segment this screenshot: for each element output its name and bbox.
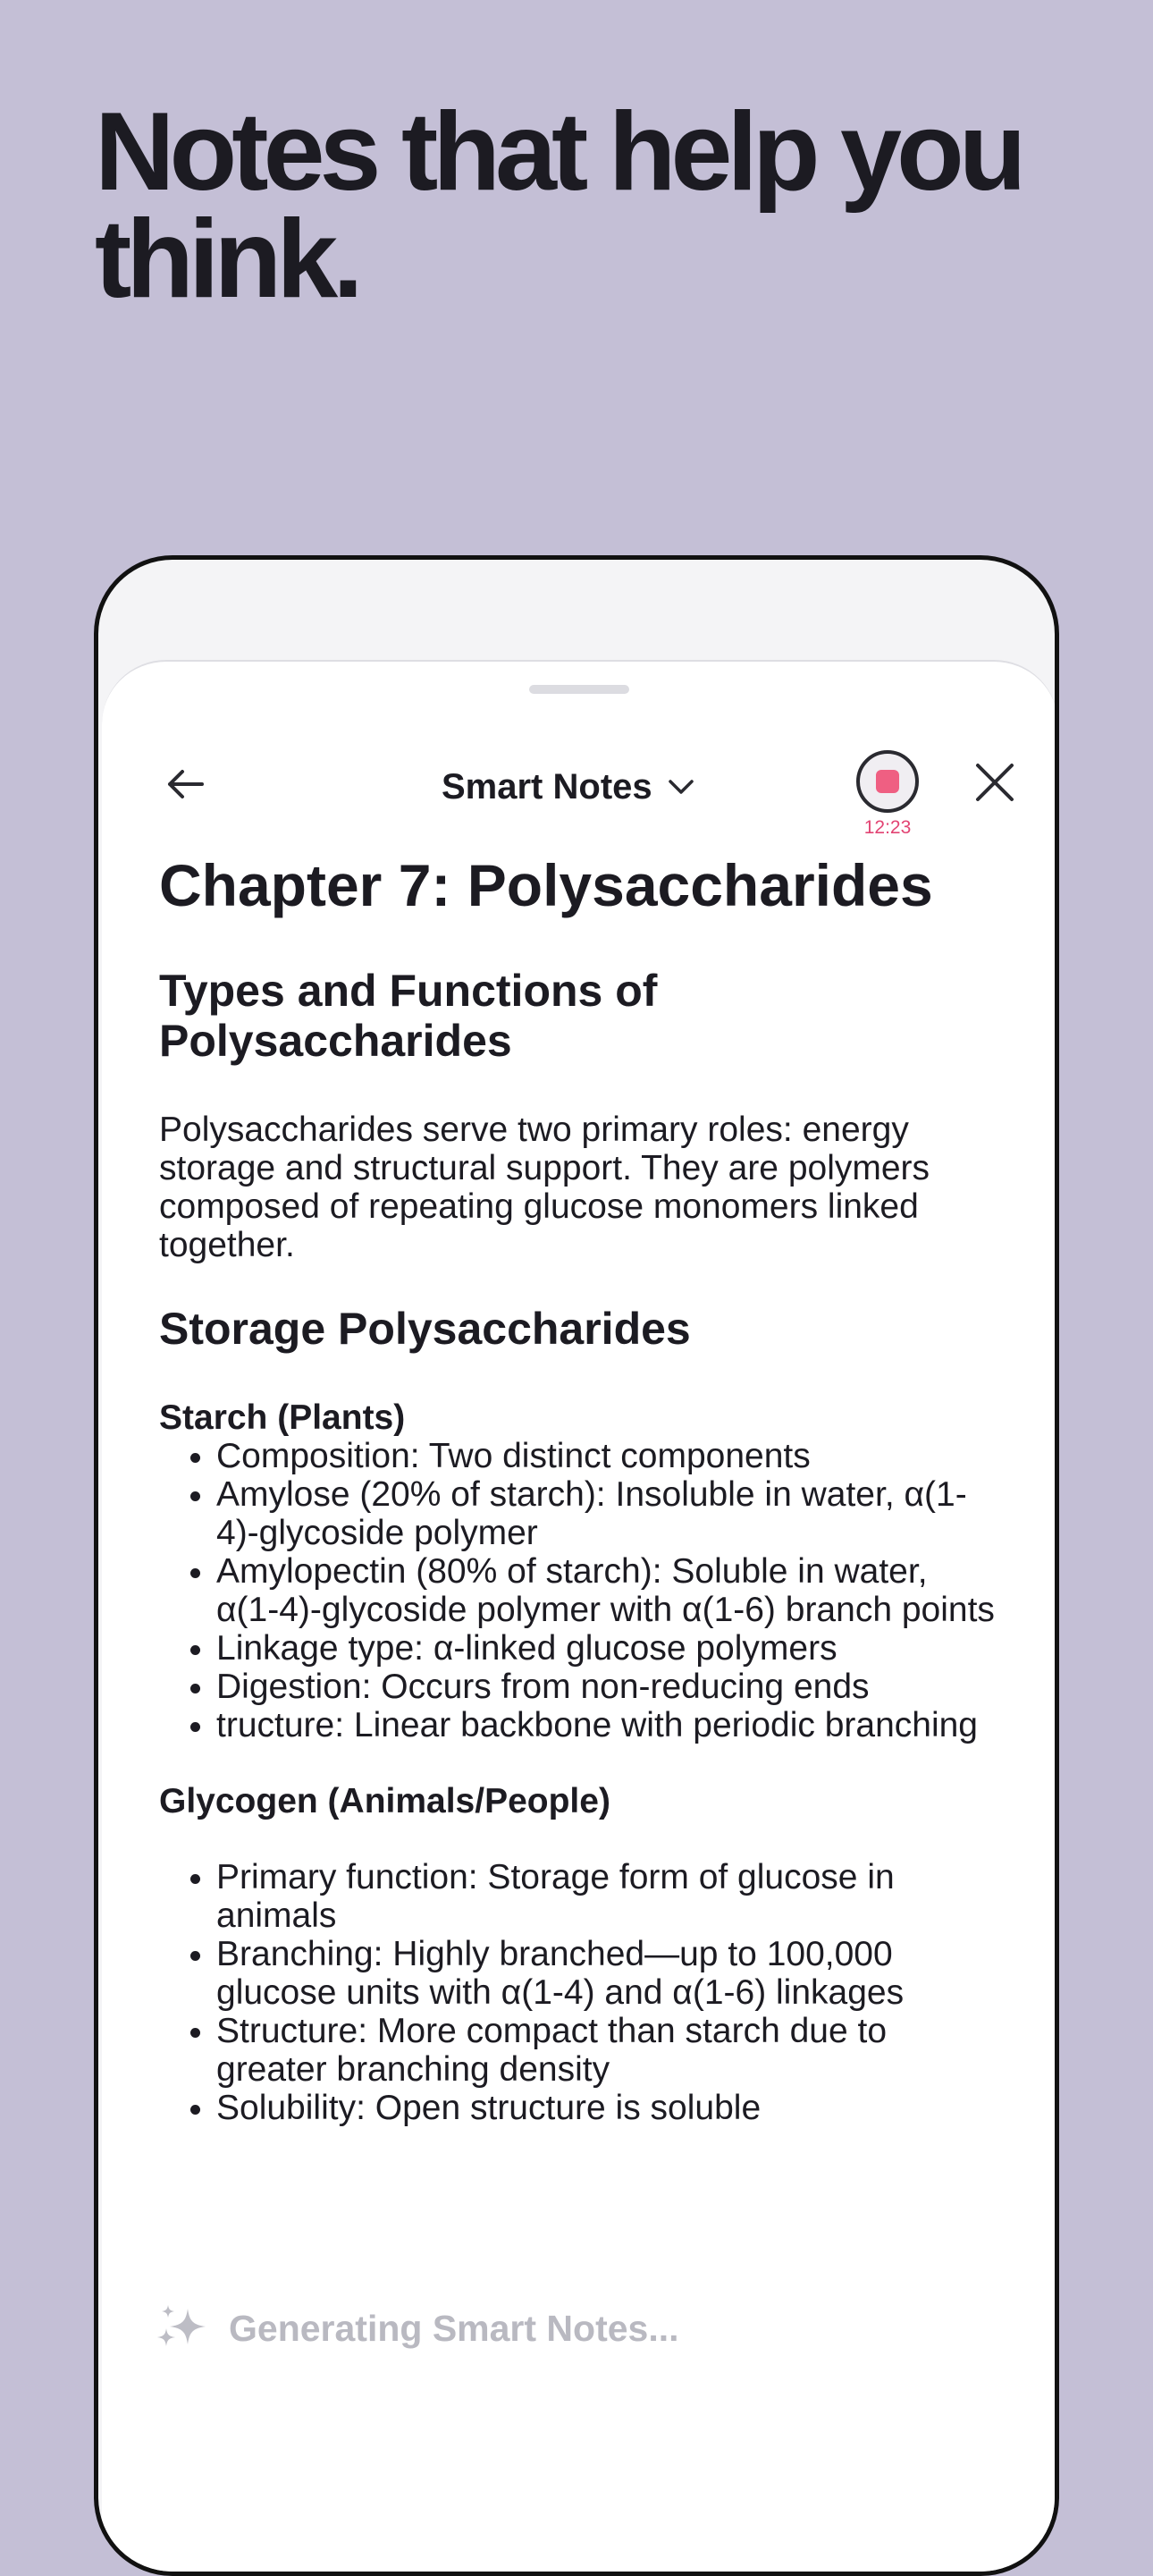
generating-text: Generating Smart Notes... [229, 2307, 679, 2349]
stop-recording-icon [876, 770, 899, 793]
marketing-headline: Notes that help you think. [95, 90, 1022, 321]
sparkles-icon [156, 2302, 209, 2355]
close-icon [964, 751, 1026, 814]
list-item: • Solubility: Open structure is soluble [216, 2089, 999, 2127]
glycogen-list [159, 1858, 999, 2127]
arrow-left-icon [156, 753, 218, 815]
note-content [159, 849, 999, 2127]
generating-status [156, 2302, 679, 2355]
list-item: • Primary function: Storage form of glucose in animals [216, 1858, 999, 1935]
section-heading: Types and Functions of Polysaccharides [159, 966, 658, 1066]
list-item: • Structure: More compact than starch due to greater branching density [216, 2012, 999, 2089]
list-item: • Linkage type: α-linked glucose polymers [216, 1629, 999, 1668]
recording-timer: 12:23 [863, 817, 912, 838]
list-item: • Composition: Two distinct components [216, 1437, 999, 1475]
list-item: • tructure: Linear backbone with periodic branching [216, 1706, 999, 1744]
back-button[interactable] [156, 753, 218, 815]
subsection-heading: Starch (Plants) [159, 1398, 406, 1437]
chevron-down-icon [665, 771, 697, 803]
header-title: Smart Notes [442, 766, 652, 807]
notes-type-dropdown[interactable] [442, 760, 697, 814]
phone-frame [94, 555, 1059, 2576]
list-item: • Branching: Highly branched—up to 100,000 glucose units with α(1-4) and α(1-6) linkages [216, 1935, 999, 2012]
stop-recording-button[interactable] [856, 750, 919, 813]
starch-list [159, 1437, 999, 1744]
list-item: • Amylose (20% of starch): Insoluble in water, α(1-4)-glycoside polymer [216, 1475, 999, 1552]
note-title: Chapter 7: Polysaccharides [159, 852, 933, 918]
list-item: • Digestion: Occurs from non-reducing ends [216, 1668, 999, 1706]
sheet-grabber[interactable] [529, 685, 629, 694]
list-item: • Amylopectin (80% of starch): Soluble in water, α(1-4)-glycoside polymer with α(1-6) branch points [216, 1552, 999, 1629]
section-heading: Storage Polysaccharides [159, 1304, 691, 1354]
smart-notes-sheet [102, 660, 1058, 2576]
subsection-heading: Glycogen (Animals/People) [159, 1782, 610, 1820]
close-button[interactable] [964, 751, 1026, 814]
section-paragraph: Polysaccharides serve two primary roles: energy storage and structural support. They are polymers composed of repeating glucose monomers linked together. [159, 1111, 930, 1264]
